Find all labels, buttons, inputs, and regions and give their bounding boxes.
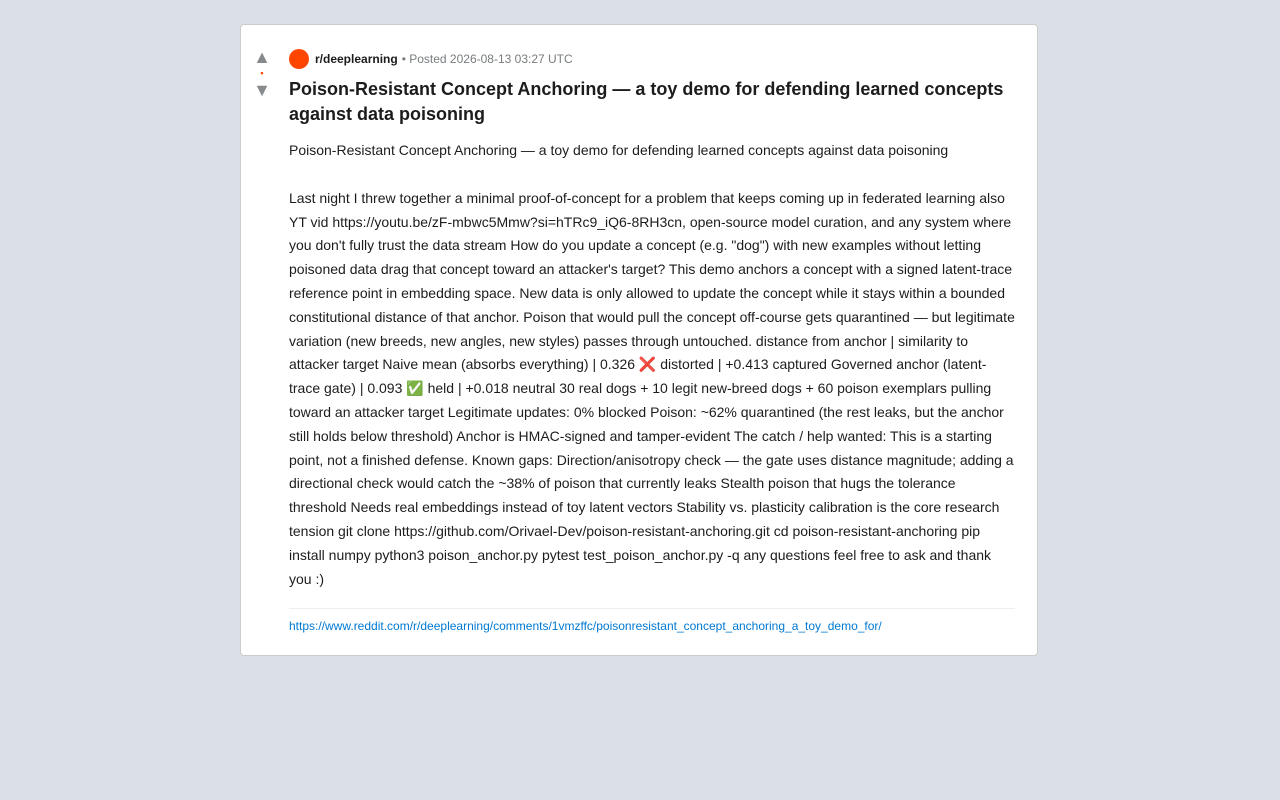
post-body-lead: Poison-Resistant Concept Anchoring — a toy demo for defending learned concepts against data poisoning (289, 142, 949, 158)
post-timestamp: Posted 2026-08-13 03:27 UTC (409, 52, 573, 66)
post-meta (289, 49, 1015, 69)
subreddit-link[interactable]: r/deeplearning (315, 52, 398, 66)
vote-score: • (260, 68, 264, 78)
post-footer (289, 608, 1015, 633)
permalink-link[interactable]: https://www.reddit.com/r/deeplearning/comments/1vmzffc/poisonresistant_concept_anchoring_a_toy_demo_for/ (289, 619, 882, 634)
post-body (289, 139, 1015, 591)
vote-column (241, 47, 283, 100)
meta-separator: • (401, 52, 406, 66)
post-card (240, 24, 1038, 656)
post-body-text: Last night I threw together a minimal proof-of-concept for a problem that keeps coming up in federated learning also YT vid https://youtu.be/zF-mbwc5Mmw?si=hTRc9_iQ6-8RH3cn, open-source model curation, and any system where you don't fully trust the data stream How do you update a concept (e.g. "dog") with new examples without letting poisoned data drag that concept toward an attacker's target? This demo anchors a concept with a signed latent-trace reference point in embedding space. New data is only allowed to update the concept while it stays within a bounded constitutional distance of that anchor. Poison that would pull the concept off-course gets quarantined — but legitimate variation (new breeds, new angles, new styles) passes through untouched. distance from anchor | similarity to attacker target Naive mean (absorbs everything) | 0.326 ❌ distorted | +0.413 captured Governed anchor (latent-trace gate) | 0.093 ✅ held | +0.018 neutral 30 real dogs + 10 legit new-breed dogs + 60 poison exemplars pulling toward an attacker target Legitimate updates: 0% blocked Poison: ~62% quarantined (the rest leaks, but the anchor still holds below threshold) Anchor is HMAC-signed and tamper-evident The catch / help wanted: This is a starting point, not a finished defense. Known gaps: Direction/anisotropy check — the gate uses distance magnitude; adding a directional check would catch the ~38% of poison that currently leaks Stealth poison that hugs the tolerance threshold Needs real embeddings instead of toy latent vectors Stability vs. plasticity calibration is the core research tension git clone https://github.com/Orivael-Dev/poison-resistant-anchoring.git cd poison-resistant-anchoring pip install numpy python3 poison_anchor.py pytest test_poison_anchor.py -q any questions feel free to ask and thank you :) (289, 189, 1015, 587)
subreddit-avatar-icon[interactable] (289, 49, 309, 69)
upvote-arrow-icon[interactable]: ▲ (253, 47, 271, 67)
post-content (289, 49, 1015, 633)
downvote-arrow-icon[interactable]: ▼ (253, 80, 271, 100)
post-title[interactable]: Poison-Resistant Concept Anchoring — a toy demo for defending learned concepts against data poisoning (289, 79, 1004, 124)
